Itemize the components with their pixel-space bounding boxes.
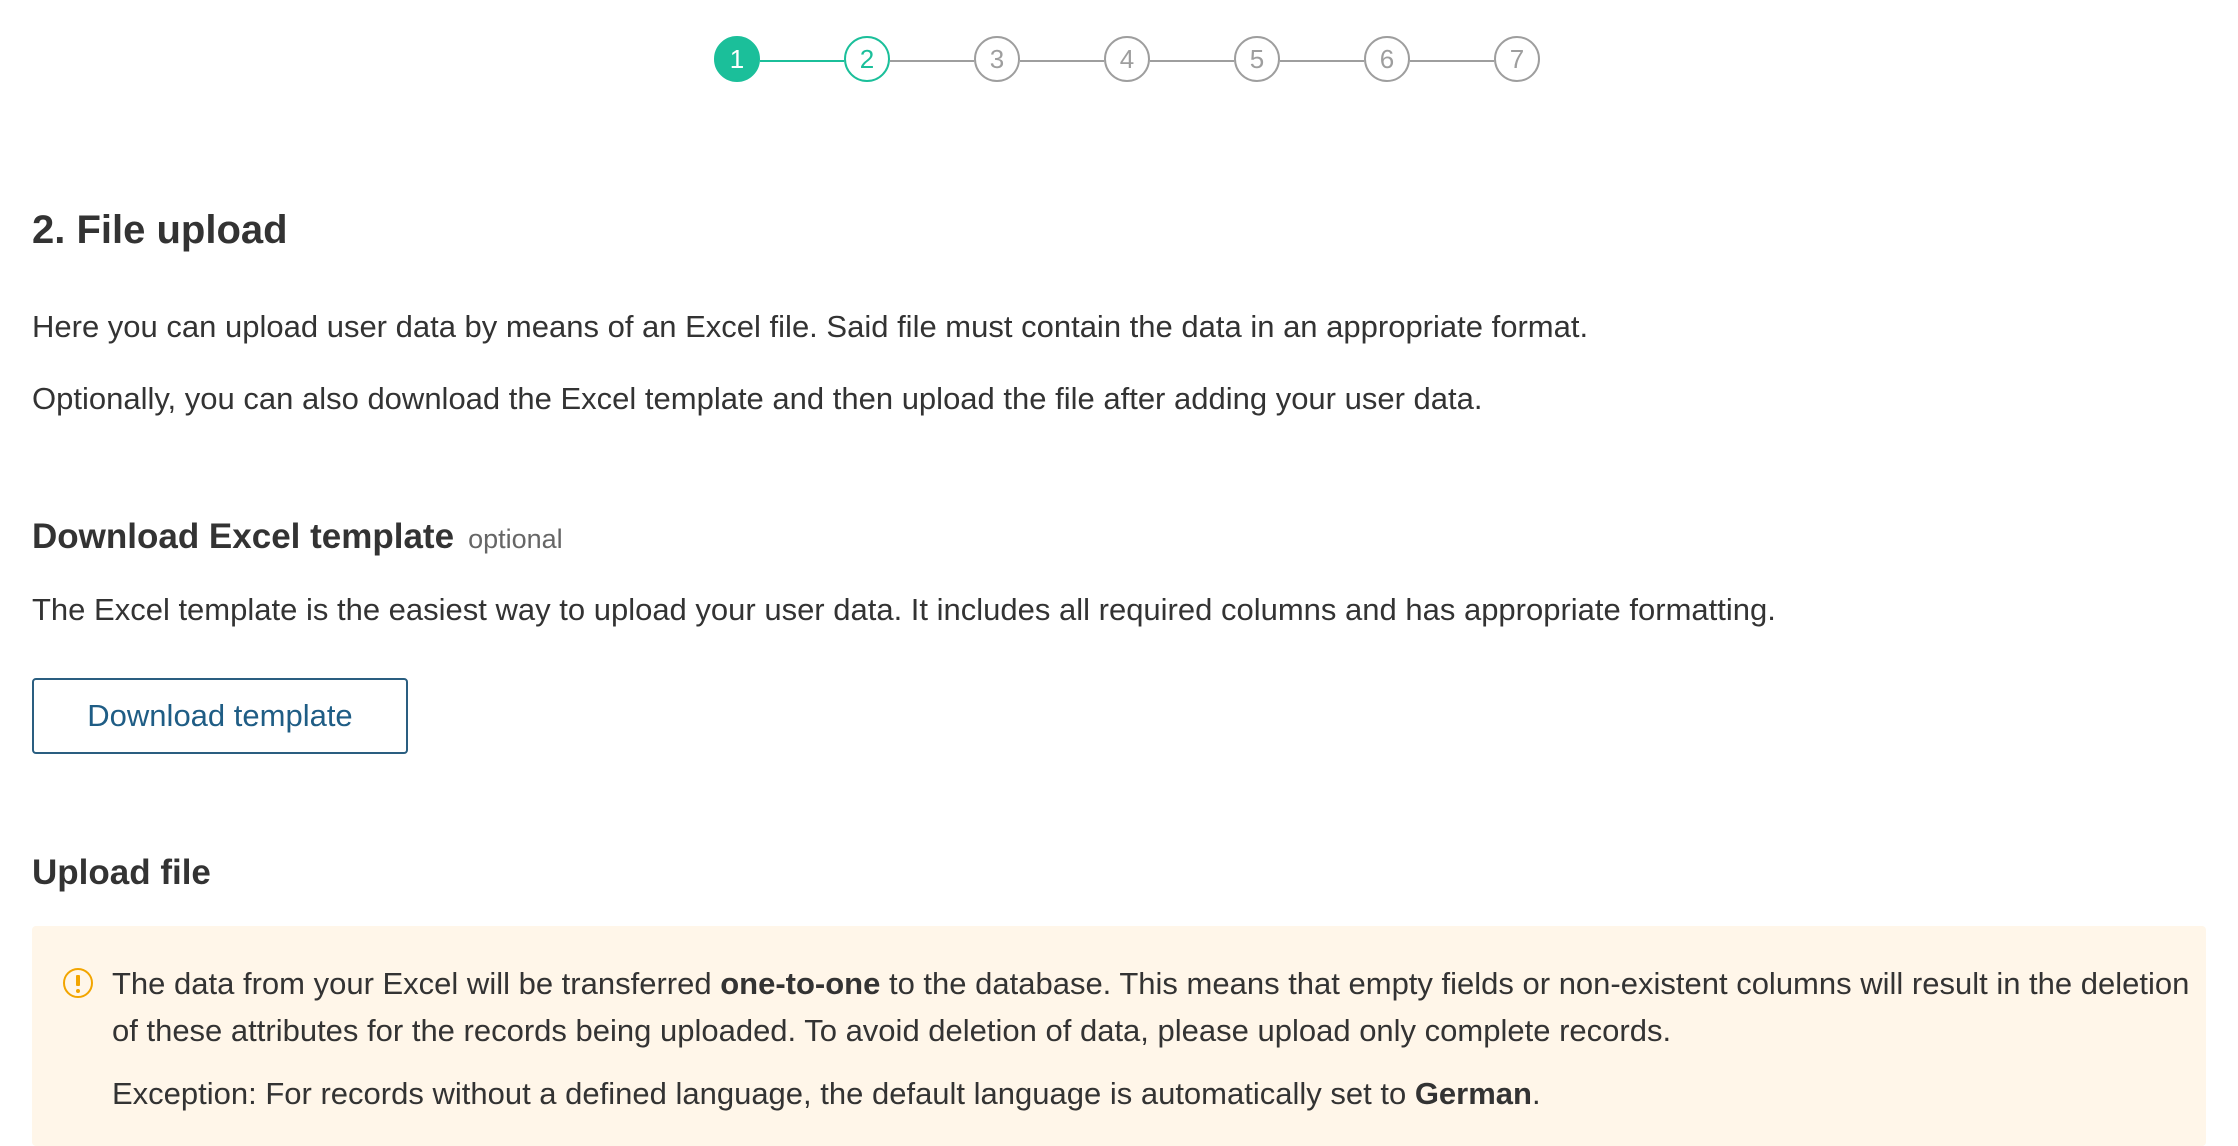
step-connector	[1150, 60, 1234, 62]
alert-text-before: The data from your Excel will be transferred	[112, 966, 721, 1001]
download-template-button[interactable]: Download template	[32, 678, 408, 754]
step-2[interactable]: 2	[844, 36, 890, 82]
upload-section-heading: Upload file	[32, 853, 211, 892]
stepper	[0, 36, 2238, 86]
warning-circle-icon	[63, 968, 93, 998]
alert-exception	[112, 1070, 1541, 1117]
download-section-heading	[32, 517, 563, 557]
step-connector	[1280, 60, 1364, 62]
step-5[interactable]: 5	[1234, 36, 1280, 82]
exception-text-before: Exception: For records without a defined language, the default language is automatically set to	[112, 1076, 1415, 1111]
download-heading-text: Download Excel template	[32, 517, 455, 556]
exception-text-bold: German	[1414, 1076, 1532, 1111]
alert-message	[112, 960, 2192, 1054]
step-7[interactable]: 7	[1494, 36, 1540, 82]
step-6[interactable]: 6	[1364, 36, 1410, 82]
step-connector	[1020, 60, 1104, 62]
intro-text-optional: Optionally, you can also download the Excel template and then upload the file after adding your user data.	[32, 381, 1483, 416]
step-connector	[890, 60, 974, 62]
step-connector	[760, 60, 844, 62]
step-connector	[1410, 60, 1494, 62]
warning-alert	[32, 926, 2206, 1146]
page-title: 2. File upload	[32, 208, 288, 252]
alert-text-bold: one-to-one	[720, 966, 881, 1001]
alert-text-after: to the database. This means that empty fields or non-existent columns will result in the deletion of these attributes for the records being uploaded. To avoid deletion of data, please upload only complete records.	[112, 966, 2190, 1048]
exception-text-after: .	[1531, 1076, 1541, 1111]
step-3[interactable]: 3	[974, 36, 1020, 82]
intro-text: Here you can upload user data by means of an Excel file. Said file must contain the data in an appropriate format.	[32, 309, 1589, 344]
step-1[interactable]: 1	[714, 36, 760, 82]
download-description: The Excel template is the easiest way to upload your user data. It includes all required columns and has appropriate formatting.	[32, 592, 1776, 627]
step-4[interactable]: 4	[1104, 36, 1150, 82]
optional-label: optional	[468, 524, 563, 554]
